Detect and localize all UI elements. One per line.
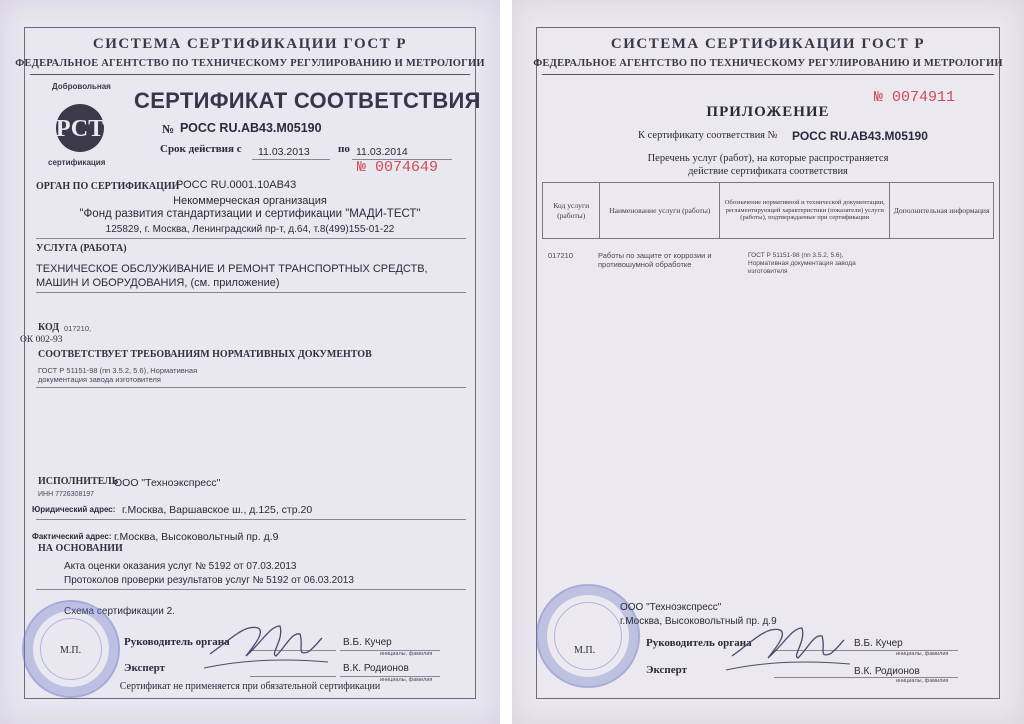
annex-executor-name: ООО "Техноэкспресс" [620, 602, 722, 613]
certificate-number: РОСС RU.AB43.M05190 [180, 121, 322, 135]
col-header-name: Наименование услуги (работы) [600, 183, 720, 239]
agency-title: ФЕДЕРАЛЬНОЕ АГЕНТСТВО ПО ТЕХНИЧЕСКОМУ РЕГУЛИРОВАНИЮ И МЕТРОЛОГИИ [15, 58, 485, 69]
annex-title: ПРИЛОЖЕНИЕ [706, 104, 830, 120]
head-name: В.Б. Кучер [343, 637, 392, 648]
actual-address: г.Москва, Высоковольтный пр. д.9 [114, 531, 279, 543]
certificate-title: СЕРТИФИКАТ СООТВЕТСТВИЯ [134, 88, 481, 113]
service-line-2: МАШИН И ОБОРУДОВАНИЯ, (см. приложение) [36, 277, 280, 289]
annex-agency-title: ФЕДЕРАЛЬНОЕ АГЕНТСТВО ПО ТЕХНИЧЕСКОМУ РЕГУЛИРОВАНИЮ И МЕТРОЛОГИИ [533, 58, 1003, 69]
signature [200, 612, 330, 682]
annex-signature [722, 614, 852, 684]
row-name-line-1: Работы по защите от коррозии и [598, 251, 712, 260]
organ-address: 125829, г. Москва, Ленинградский пр-т, д.64, т.8(499)155-01-22 [105, 224, 395, 235]
row-doc-line-1: ГОСТ Р 51151-98 (пп 3.5.2, 5.6), [748, 252, 844, 259]
services-table [542, 182, 994, 239]
expert-name: В.К. Родионов [343, 663, 409, 674]
table-header-row [543, 183, 994, 239]
system-title: СИСТЕМА СЕРТИФИКАЦИИ ГОСТ Р [92, 36, 408, 52]
service-code: 017210, [64, 324, 92, 333]
row-doc-line-2: Нормативная документация завода [748, 260, 856, 267]
svg-text:РСТ: РСТ [55, 116, 105, 142]
annex-head-name: В.Б. Кучер [854, 638, 903, 649]
annex-expert-name: В.К. Родионов [854, 666, 920, 677]
annex-executor-address: г.Москва, Высоковольтный пр. д.9 [620, 616, 777, 627]
service-line-1: ТЕХНИЧЕСКОЕ ОБСЛУЖИВАНИЕ И РЕМОНТ ТРАНСПОРТНЫХ СРЕДСТВ, [36, 263, 428, 275]
certificate-page: СИСТЕМА СЕРТИФИКАЦИИ ГОСТ Р ФЕДЕРАЛЬНОЕ АГЕНТСТВО ПО ТЕХНИЧЕСКОМУ РЕГУЛИРОВАНИЮ И МЕТРОЛОГИИ РСТ Добровольная сертификация СЕРТИФИКАТ СООТВЕТСТВИЯ № РОСС RU.AB43.M05190 Срок действия с 11.03.2013 по 11.03.2014 № 0074649 ОРГАН ПО СЕРТИФИКАЦИИ РОСС RU.0001.10AB43 Некоммерческая организация "Фонд развития стандартизации и сертификации "МАДИ-ТЕСТ" 125829, г. Москва, Ленинградский пр-т, д.64, т.8(499)155-01-22 УСЛУГА (РАБОТА) ТЕХНИЧЕСКОЕ ОБСЛУЖИВАНИЕ И РЕМОНТ ТРАНСПОРТНЫХ СРЕДСТВ, МАШИН И ОБОРУДОВАНИЯ, (см. приложение) КОД 017210, ОК 002-93 СООТВЕТСТВУЕТ ТРЕБОВАНИЯМ НОРМАТИВНЫХ ДОКУМЕНТОВ ГОСТ Р 51151-98 (пп 3.5.2, 5.6), Нормативная документация завода изготовителя ИСПОЛНИТЕЛЬ ООО "Техноэкспресс" ИНН 7726308197 Юридический адрес: г.Москва, Варшавское ш., д.125, стр.20 Фактический адрес: г.Москва, Высоковольтный пр. д.9 НА ОСНОВАНИИ Акта оценки оказания услуг № 5192 от 07.03.2013 Протоколов проверки результатов услуг № 5192 от 06.03.2013 Схема сертификации 2. М.П. Руководитель органа В.Б. Кучер инициалы, фамилия Эксперт В.К. Родионов инициалы, фамилия Сертификат не применяется при обязательной сертификации [0, 0, 500, 724]
basis-line-1: Акта оценки оказания услуг № 5192 от 07.03.2013 [64, 561, 297, 572]
annex-stamp [536, 584, 640, 688]
organ-name: "Фонд развития стандартизации и сертификации "МАДИ-ТЕСТ" [79, 208, 421, 220]
executor-inn: ИНН 7726308197 [38, 491, 95, 498]
legal-address: г.Москва, Варшавское ш., д.125, стр.20 [122, 504, 313, 516]
annex-page: СИСТЕМА СЕРТИФИКАЦИИ ГОСТ Р ФЕДЕРАЛЬНОЕ АГЕНТСТВО ПО ТЕХНИЧЕСКОМУ РЕГУЛИРОВАНИЮ И МЕТРОЛОГИИ № 0074911 ПРИЛОЖЕНИЕ К сертификату соответствия № РОСС RU.AB43.M05190 Перечень услуг (работ), на которые распространяется действие сертификата соответствия Код услуги (работы) Наименование услуги (работы) Обозначение нормативной и технической документации, регламентирующей характеристики (показатели) услуги (работы), подтверждаемые при сертификации Дополнительная информация 017210 Работы по защите от коррозии и противошумной обработке ГОСТ Р 51151-98 (пп 3.5.2, 5.6), Нормативная документация завода изготовителя М.П. ООО "Техноэкспресс" г.Москва, Высоковольтный пр. д.9 Руководитель органа В.Б. Кучер инициалы, фамилия Эксперт В.К. Родионов инициалы, фамилия [512, 0, 1024, 724]
basis-line-2: Протоколов проверки результатов услуг № 5192 от 06.03.2013 [64, 575, 354, 586]
annex-system-title: СИСТЕМА СЕРТИФИКАЦИИ ГОСТ Р [610, 36, 926, 52]
executor-name: ООО "Техноэкспресс" [114, 477, 221, 489]
row-code: 017210 [548, 251, 574, 260]
valid-from: 11.03.2013 [258, 146, 310, 158]
annex-serial-number: № 0074911 [874, 89, 956, 106]
gost-logo: РСТ Добровольная сертификация [48, 82, 111, 167]
col-header-extra: Дополнительная информация [890, 183, 994, 239]
annex-cert-number: РОСС RU.AB43.M05190 [792, 129, 928, 143]
col-header-docs: Обозначение нормативной и технической документации, регламентирующей характеристики (показатели) услуги (работы), подтверждаемые при сертификации [720, 183, 890, 239]
row-doc-line-3: изготовителя [748, 268, 788, 275]
footer-note: Сертификат не применяется при обязательной сертификации [119, 681, 381, 692]
valid-to: 11.03.2014 [356, 146, 408, 158]
certification-scheme: Схема сертификации 2. [64, 606, 175, 617]
col-header-code: Код услуги (работы) [543, 183, 600, 239]
organ-code: РОСС RU.0001.10AB43 [176, 179, 297, 191]
serial-number: № 0074649 [357, 159, 439, 176]
row-name-line-2: противошумной обработке [598, 260, 692, 269]
